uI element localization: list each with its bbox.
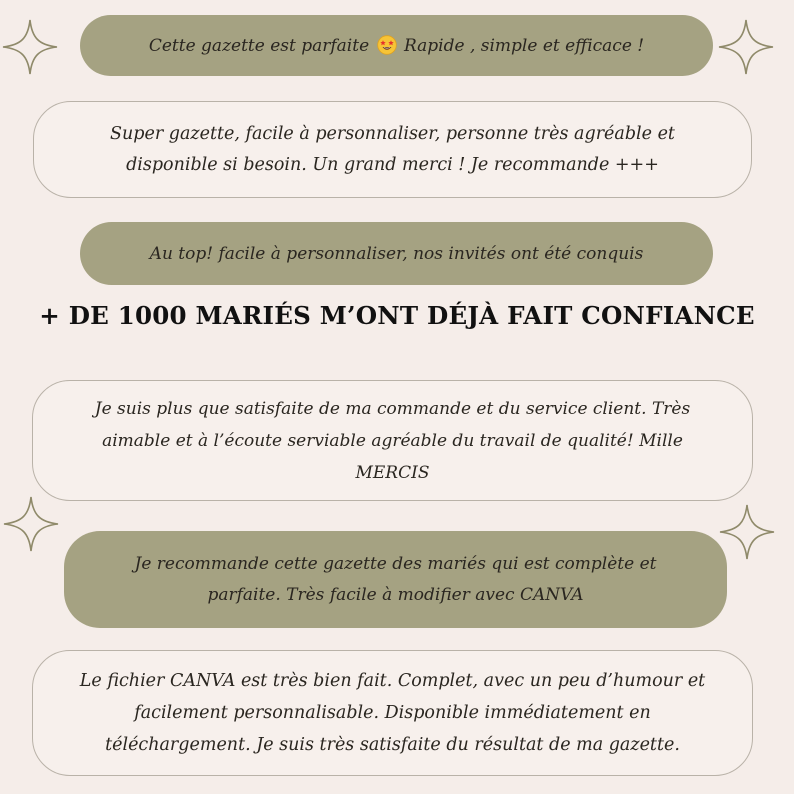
- star-struck-emoji-icon: [377, 35, 397, 55]
- review-bubble-5: [64, 531, 727, 628]
- review-text-4: Je suis plus que satisfaite de ma commande et du service client. Très aimable et à l’écoute serviable agréable du travail de qualité! Mille MERCIS: [94, 398, 691, 483]
- review-bubble-3: [80, 222, 713, 285]
- review-bubble-2: [33, 101, 752, 198]
- review-text-2: Super gazette, facile à personnaliser, personne très agréable et disponible si besoin. Un grand merci ! Je recommande +++: [110, 123, 675, 175]
- review-bubble-1: [80, 15, 713, 76]
- sparkle-icon: [2, 495, 60, 553]
- review-text-6: Le fichier CANVA est très bien fait. Complet, avec un peu d’humour et facilement personnalisable. Disponible immédiatement en téléchargement. Je suis très satisfaite du résultat de ma gazette.: [79, 671, 706, 755]
- review-text-3: Au top! facile à personnaliser, nos invités ont été conquis: [149, 243, 644, 264]
- review-text-1: Cette gazette est parfaite Rapide , simple et efficace !: [148, 36, 645, 56]
- review-text-5: Je recommande cette gazette des mariés qui est complète et parfaite. Très facile à modifier avec CANVA: [134, 553, 657, 605]
- sparkle-icon: [717, 18, 775, 76]
- headline: + DE 1000 MARIÉS M’ONT DÉJÀ FAIT CONFIANCE: [39, 301, 755, 330]
- sparkle-icon: [1, 18, 59, 76]
- review-bubble-6: [32, 650, 753, 776]
- review-bubble-4: [32, 380, 753, 501]
- sparkle-icon: [718, 503, 776, 561]
